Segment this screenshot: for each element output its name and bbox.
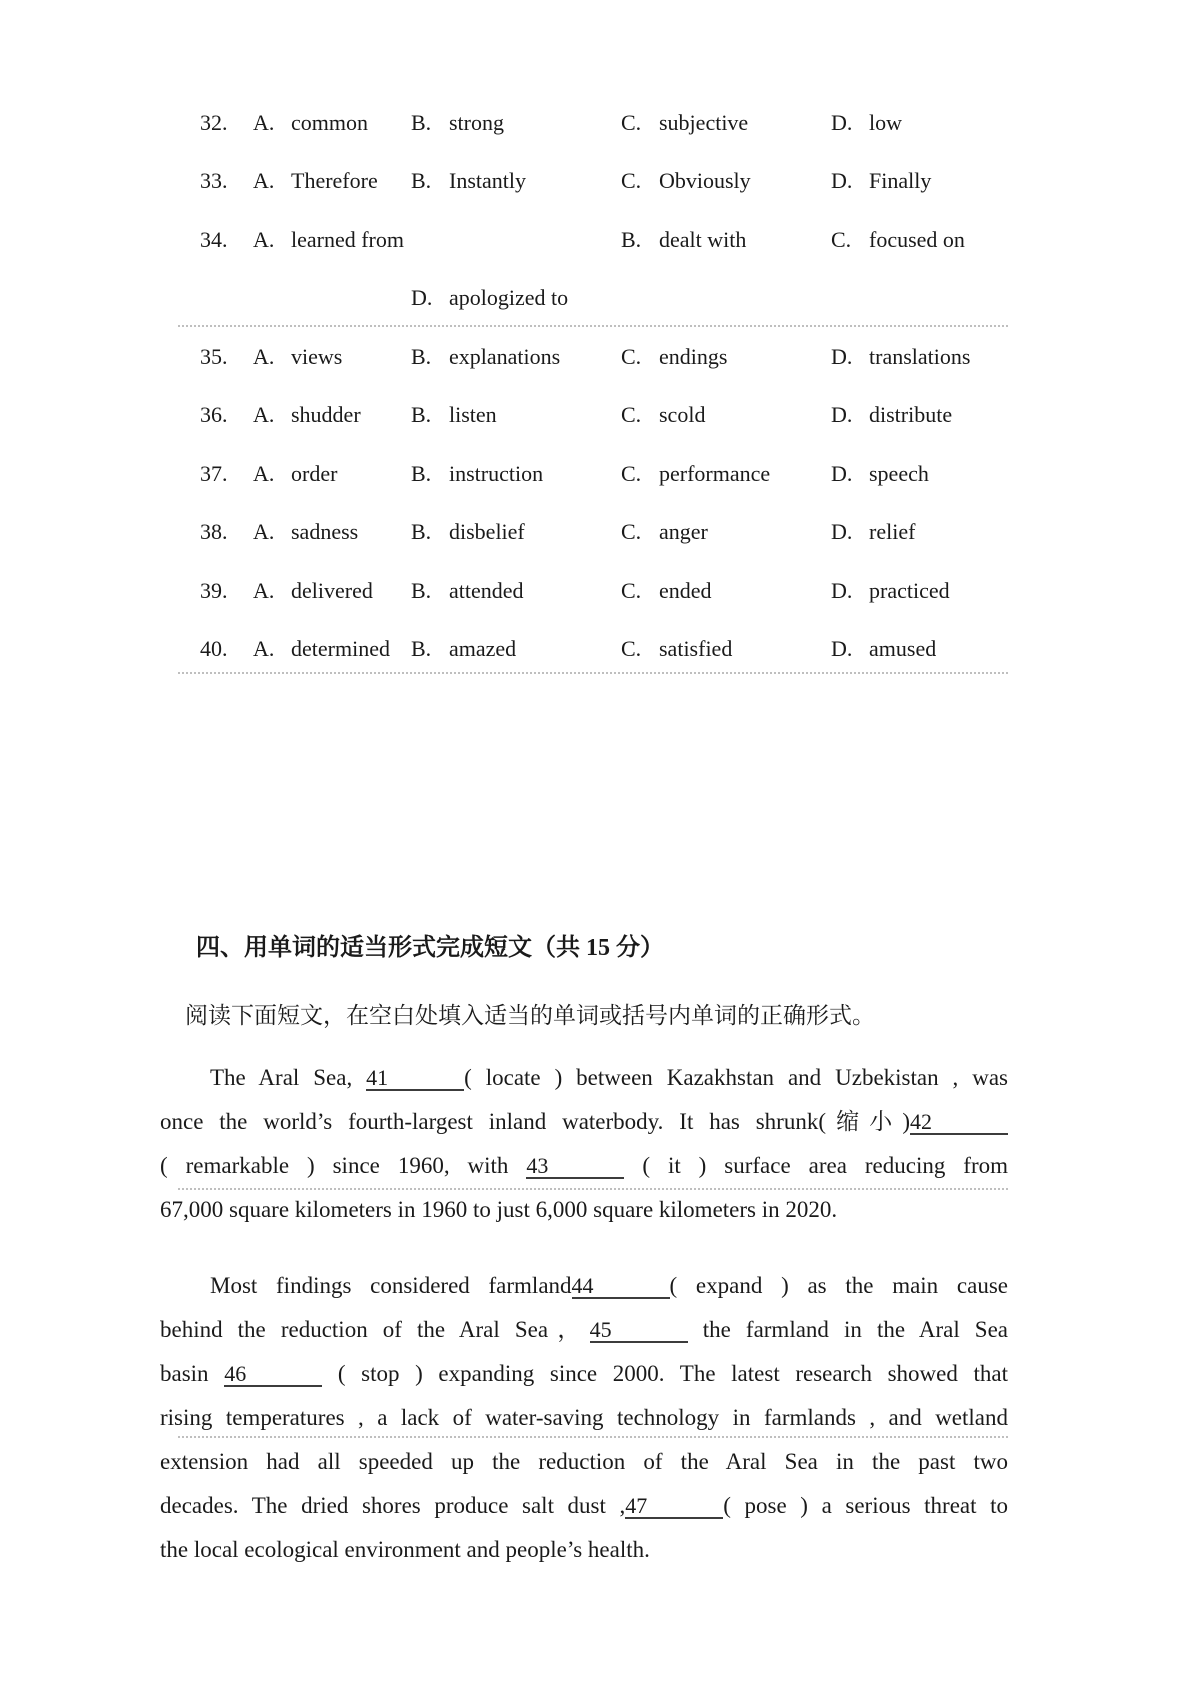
option-letter: B. bbox=[411, 636, 432, 661]
passage-text: Most findings considered farmland bbox=[210, 1273, 572, 1298]
option-letter: B. bbox=[411, 168, 432, 193]
option-text: anger bbox=[659, 519, 708, 544]
answer-option bbox=[621, 344, 727, 370]
option-text: learned from bbox=[291, 227, 404, 252]
answer-option bbox=[411, 110, 504, 136]
option-text: delivered bbox=[291, 578, 373, 603]
answer-option bbox=[253, 344, 342, 370]
question-row bbox=[0, 461, 1200, 489]
option-text: apologized to bbox=[449, 285, 569, 310]
question-row bbox=[0, 519, 1200, 547]
option-letter: A. bbox=[253, 110, 275, 135]
passage-line bbox=[160, 1360, 1008, 1387]
answer-option bbox=[253, 402, 361, 428]
answer-option bbox=[253, 227, 404, 253]
option-letter: C. bbox=[621, 578, 642, 603]
option-text: performance bbox=[659, 461, 771, 486]
passage-line bbox=[160, 1272, 1008, 1299]
option-text: sadness bbox=[291, 519, 359, 544]
answer-option bbox=[253, 636, 390, 662]
passage-text: ( locate ) between Kazakhstan and Uzbekistan , was bbox=[464, 1065, 1008, 1090]
passage-text: decades. The dried shores produce salt dust , bbox=[160, 1493, 626, 1518]
question-row bbox=[0, 344, 1200, 372]
option-letter: B. bbox=[411, 110, 432, 135]
question-row bbox=[0, 578, 1200, 606]
option-letter: D. bbox=[831, 461, 853, 486]
option-text: disbelief bbox=[449, 519, 525, 544]
answer-option bbox=[831, 344, 970, 370]
option-text: listen bbox=[449, 402, 497, 427]
question-number: 37. bbox=[200, 461, 228, 486]
dotted-divider bbox=[178, 1188, 1008, 1190]
section-heading: 四、用单词的适当形式完成短文（共 15 分） bbox=[196, 935, 664, 961]
passage-text: rising temperatures , a lack of water-saving technology in farmlands , and wetland bbox=[160, 1405, 1008, 1430]
option-letter: A. bbox=[253, 402, 275, 427]
answer-option bbox=[621, 227, 746, 253]
option-letter: D. bbox=[831, 168, 853, 193]
answer-option bbox=[253, 168, 378, 194]
option-letter: C. bbox=[621, 402, 642, 427]
option-text: translations bbox=[869, 344, 971, 369]
fill-blank-43: 43 bbox=[526, 1154, 624, 1179]
option-letter: A. bbox=[253, 344, 275, 369]
passage-text: ( remarkable ) since 1960, with bbox=[160, 1153, 527, 1178]
answer-option bbox=[411, 168, 526, 194]
option-letter: D. bbox=[411, 285, 433, 310]
answer-option bbox=[411, 519, 525, 545]
passage-text: ( stop ) expanding since 2000. The latest research showed that bbox=[322, 1361, 1008, 1386]
option-text: relief bbox=[869, 519, 916, 544]
option-text: shudder bbox=[291, 402, 361, 427]
option-letter: B. bbox=[411, 344, 432, 369]
answer-option bbox=[411, 461, 543, 487]
answer-option bbox=[411, 636, 516, 662]
option-text: dealt with bbox=[659, 227, 747, 252]
answer-option bbox=[621, 402, 705, 428]
option-letter: A. bbox=[253, 227, 275, 252]
question-row bbox=[0, 636, 1200, 664]
answer-option bbox=[621, 578, 712, 604]
option-text: low bbox=[869, 110, 902, 135]
answer-option bbox=[621, 519, 708, 545]
passage-line bbox=[160, 1108, 1008, 1135]
question-number: 38. bbox=[200, 519, 228, 544]
section-instruction: 阅读下面短文，在空白处填入适当的单词或括号内单词的正确形式。 bbox=[185, 1003, 875, 1028]
passage-text: basin bbox=[160, 1361, 225, 1386]
dotted-divider bbox=[178, 672, 1008, 674]
passage-text: ( it ) surface area reducing from bbox=[624, 1153, 1008, 1178]
answer-option bbox=[253, 519, 358, 545]
answer-option bbox=[831, 578, 950, 604]
option-letter: D. bbox=[831, 578, 853, 603]
question-number: 34. bbox=[200, 227, 228, 252]
option-letter: A. bbox=[253, 636, 275, 661]
option-text: speech bbox=[869, 461, 929, 486]
answer-option bbox=[621, 461, 770, 487]
question-row bbox=[0, 402, 1200, 430]
question-row bbox=[0, 168, 1200, 196]
question-row bbox=[0, 110, 1200, 138]
option-letter: B. bbox=[621, 227, 642, 252]
fill-blank-41: 41 bbox=[366, 1066, 464, 1091]
passage-line bbox=[160, 1492, 1008, 1519]
option-text: Therefore bbox=[291, 168, 378, 193]
option-text: distribute bbox=[869, 402, 953, 427]
option-text: practiced bbox=[869, 578, 950, 603]
passage-line bbox=[160, 1448, 1008, 1475]
passage-line bbox=[160, 1316, 1008, 1343]
option-letter: C. bbox=[831, 227, 852, 252]
fill-blank-42: 42 bbox=[910, 1110, 1008, 1135]
option-text: instruction bbox=[449, 461, 544, 486]
option-letter: B. bbox=[411, 402, 432, 427]
option-text: amazed bbox=[449, 636, 517, 661]
answer-option bbox=[253, 461, 337, 487]
fill-blank-46: 46 bbox=[224, 1362, 322, 1387]
question-number: 36. bbox=[200, 402, 228, 427]
option-text: Instantly bbox=[449, 168, 526, 193]
question-number: 35. bbox=[200, 344, 228, 369]
question-number: 32. bbox=[200, 110, 228, 135]
option-text: Finally bbox=[869, 168, 932, 193]
option-text: scold bbox=[659, 402, 706, 427]
dotted-divider bbox=[178, 325, 1008, 327]
option-letter: A. bbox=[253, 519, 275, 544]
question-number: 40. bbox=[200, 636, 228, 661]
answer-option bbox=[621, 636, 732, 662]
option-text: focused on bbox=[869, 227, 965, 252]
question-row bbox=[0, 227, 1200, 255]
option-text: determined bbox=[291, 636, 390, 661]
answer-option bbox=[621, 110, 748, 136]
passage-line bbox=[160, 1152, 1008, 1179]
fill-blank-47: 47 bbox=[625, 1494, 723, 1519]
passage-text: ( pose ) a serious threat to bbox=[723, 1493, 1008, 1518]
option-text: satisfied bbox=[659, 636, 733, 661]
option-text: order bbox=[291, 461, 338, 486]
passage-line bbox=[160, 1404, 1008, 1431]
answer-option bbox=[411, 402, 497, 428]
option-letter: B. bbox=[411, 461, 432, 486]
answer-option bbox=[253, 578, 373, 604]
passage-line bbox=[160, 1064, 1008, 1091]
option-text: views bbox=[291, 344, 343, 369]
answer-option bbox=[621, 168, 751, 194]
option-letter: C. bbox=[621, 168, 642, 193]
option-text: subjective bbox=[659, 110, 749, 135]
answer-option bbox=[411, 578, 524, 604]
option-letter: A. bbox=[253, 461, 275, 486]
passage-line bbox=[160, 1536, 1008, 1563]
option-text: endings bbox=[659, 344, 728, 369]
option-letter: B. bbox=[411, 578, 432, 603]
question-number: 39. bbox=[200, 578, 228, 603]
answer-option bbox=[831, 519, 915, 545]
option-letter: C. bbox=[621, 461, 642, 486]
passage-text: the farmland in the Aral Sea bbox=[687, 1317, 1008, 1342]
option-letter: B. bbox=[411, 519, 432, 544]
option-letter: D. bbox=[831, 636, 853, 661]
option-letter: C. bbox=[621, 344, 642, 369]
option-text: common bbox=[291, 110, 368, 135]
passage-text: extension had all speeded up the reduction of the Aral Sea in the past two bbox=[160, 1449, 1008, 1474]
passage-text: the local ecological environment and people’s health. bbox=[160, 1537, 650, 1562]
option-letter: C. bbox=[621, 636, 642, 661]
question-number: 33. bbox=[200, 168, 228, 193]
answer-option bbox=[831, 168, 931, 194]
option-letter: A. bbox=[253, 578, 275, 603]
option-letter: D. bbox=[831, 344, 853, 369]
answer-option bbox=[831, 227, 965, 253]
option-text: attended bbox=[449, 578, 524, 603]
option-letter: A. bbox=[253, 168, 275, 193]
option-letter: C. bbox=[621, 519, 642, 544]
answer-option bbox=[831, 636, 936, 662]
answer-option bbox=[411, 344, 560, 370]
question-row bbox=[0, 285, 1200, 313]
option-text: ended bbox=[659, 578, 712, 603]
option-letter: D. bbox=[831, 110, 853, 135]
option-text: Obviously bbox=[659, 168, 751, 193]
fill-blank-44: 44 bbox=[572, 1274, 670, 1299]
passage-text: ( expand ) as the main cause bbox=[669, 1273, 1008, 1298]
passage-line bbox=[160, 1196, 1008, 1223]
answer-option bbox=[411, 285, 568, 311]
option-text: explanations bbox=[449, 344, 561, 369]
answer-option bbox=[831, 402, 952, 428]
answer-option bbox=[831, 461, 929, 487]
option-text: amused bbox=[869, 636, 937, 661]
passage-text: behind the reduction of the Aral Sea， bbox=[160, 1317, 590, 1342]
option-letter: D. bbox=[831, 402, 853, 427]
dotted-divider bbox=[178, 1436, 1008, 1438]
option-letter: C. bbox=[621, 110, 642, 135]
passage-text: 67,000 square kilometers in 1960 to just 6,000 square kilometers in 2020. bbox=[160, 1197, 838, 1222]
passage-text: The Aral Sea, bbox=[210, 1065, 367, 1090]
answer-option bbox=[831, 110, 902, 136]
fill-blank-45: 45 bbox=[590, 1318, 688, 1343]
passage-text: once the world’s fourth-largest inland waterbody. It has shrunk(缩小) bbox=[160, 1109, 910, 1134]
option-letter: D. bbox=[831, 519, 853, 544]
answer-option bbox=[253, 110, 368, 136]
option-text: strong bbox=[449, 110, 504, 135]
